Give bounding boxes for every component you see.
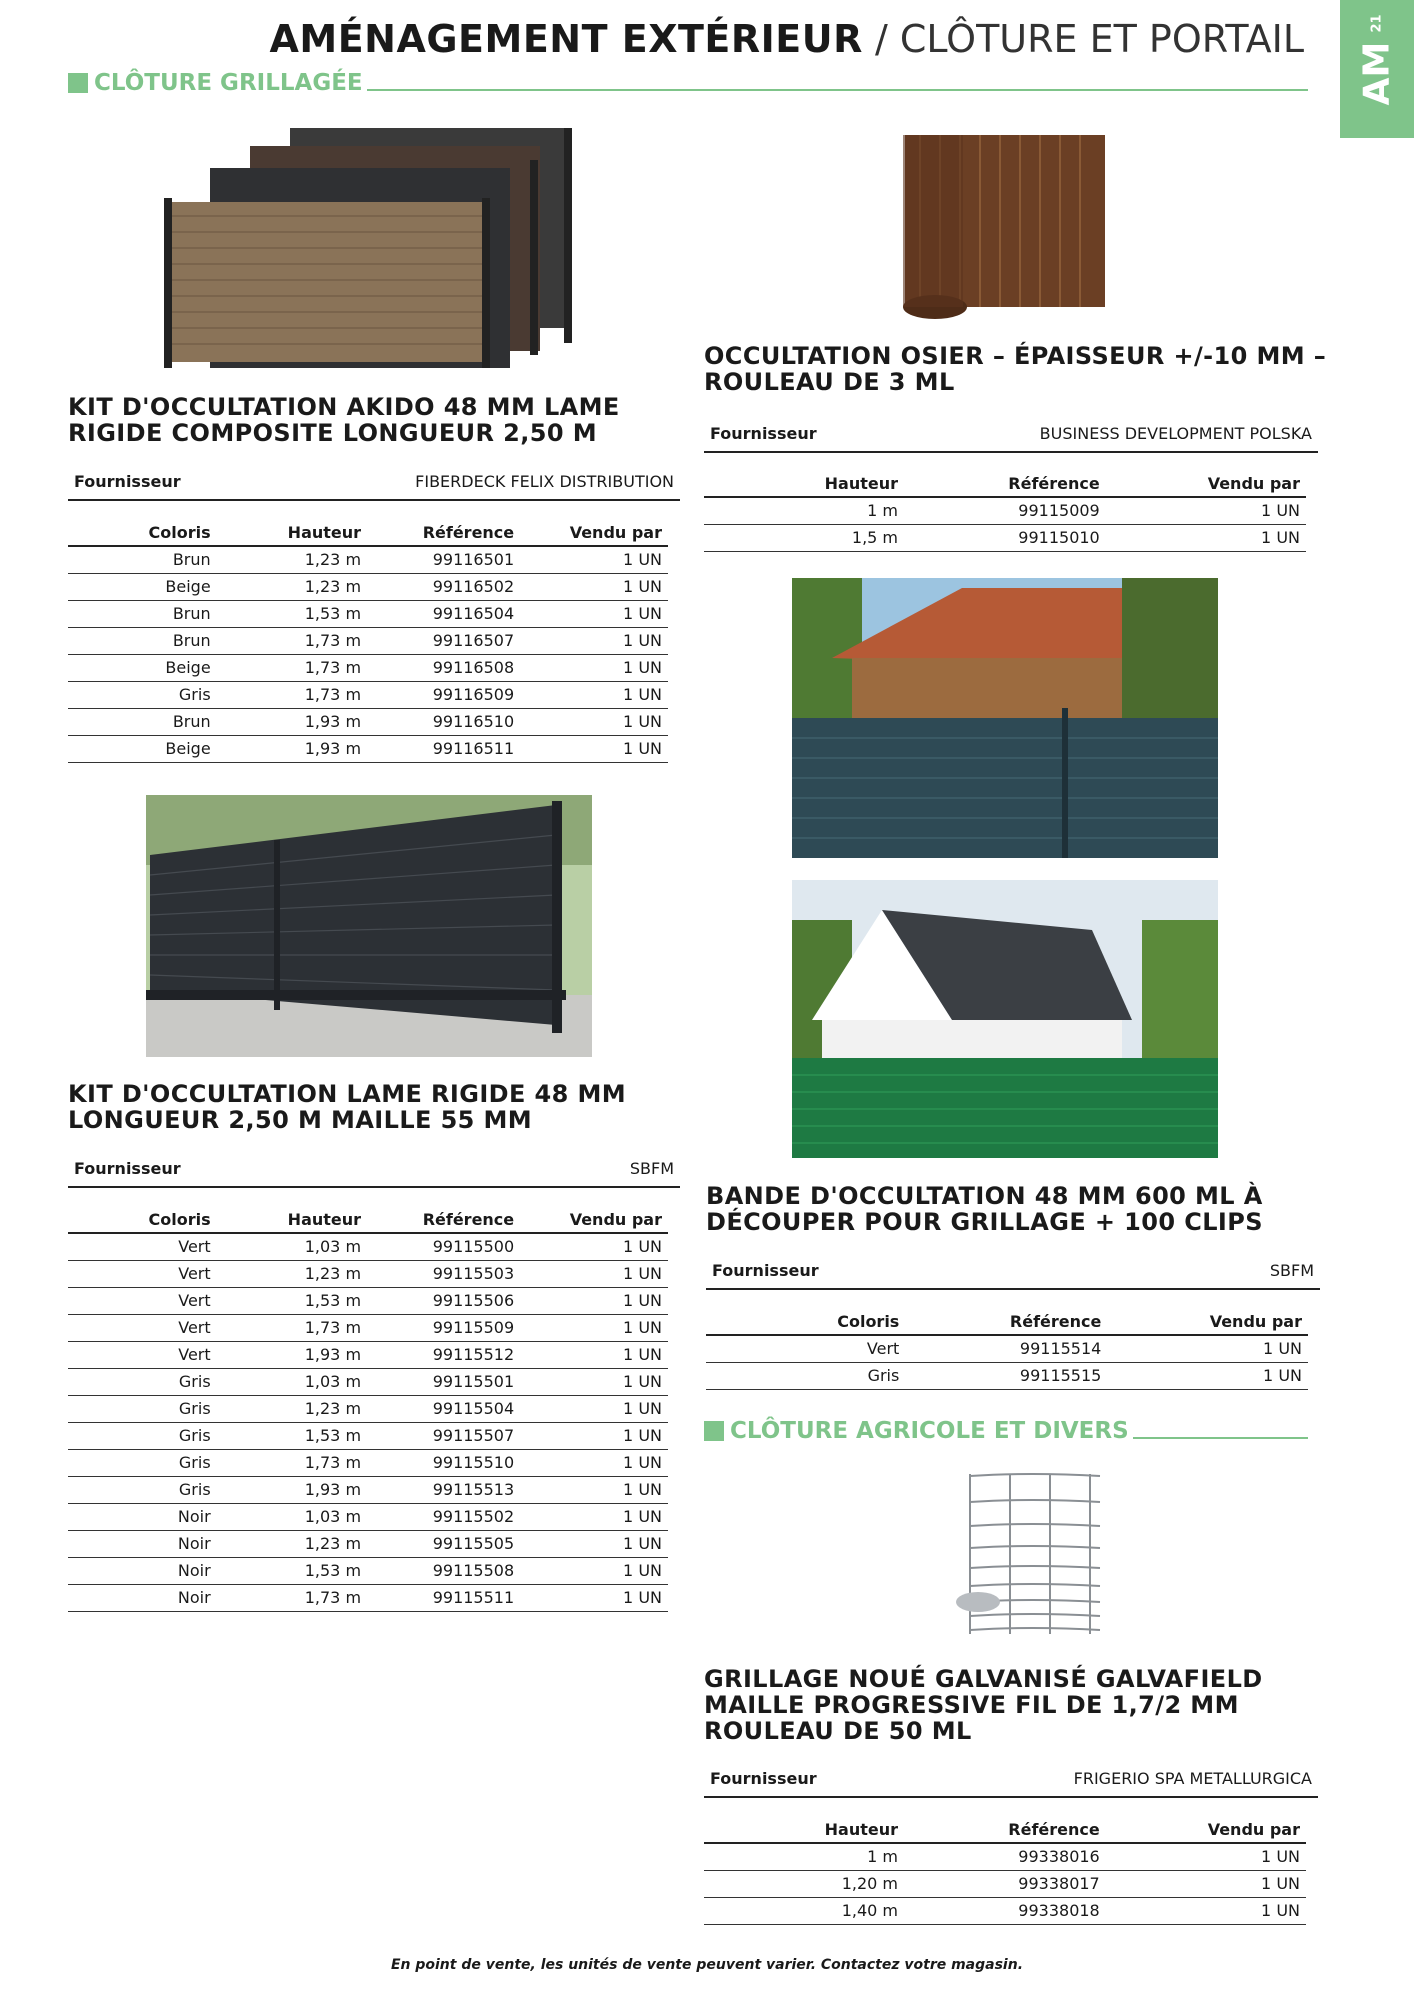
cell-ref: 99115009 xyxy=(904,497,1106,525)
supplier-row-grillage xyxy=(704,1769,1318,1798)
section-square-icon xyxy=(704,1421,724,1441)
col-header-vendu: Vendu par xyxy=(1106,1815,1306,1843)
wire-mesh-image xyxy=(950,1466,1110,1642)
lame-table xyxy=(68,1205,668,1612)
akido-table-body xyxy=(68,546,668,763)
cell-vendu: 1 UN xyxy=(520,655,668,682)
cell-ref: 99115010 xyxy=(904,525,1106,552)
cell-coloris: Vert xyxy=(68,1342,217,1369)
col-header-vendu: Vendu par xyxy=(520,1205,668,1233)
cell-hauteur: 1 m xyxy=(704,1843,904,1871)
col-header-vendu: Vendu par xyxy=(1107,1307,1308,1335)
table-row xyxy=(68,1450,668,1477)
cell-coloris: Gris xyxy=(68,1423,217,1450)
product-title-osier xyxy=(704,343,1326,395)
supplier-row-bande xyxy=(706,1261,1320,1290)
cell-hauteur: 1,73 m xyxy=(217,655,367,682)
table-row xyxy=(68,709,668,736)
cell-coloris: Beige xyxy=(68,736,217,763)
table-row xyxy=(68,601,668,628)
section-divider xyxy=(1133,1437,1308,1439)
section-tab xyxy=(1340,0,1414,138)
house-green-fence-image xyxy=(792,880,1218,1158)
cell-vendu: 1 UN xyxy=(520,1450,668,1477)
cell-vendu: 1 UN xyxy=(520,1369,668,1396)
col-header-vendu: Vendu par xyxy=(520,518,668,546)
cell-hauteur: 1,93 m xyxy=(217,1477,367,1504)
table-row xyxy=(704,1898,1306,1925)
cell-vendu: 1 UN xyxy=(520,1342,668,1369)
product-title-line: OCCULTATION OSIER – ÉPAISSEUR +/-10 MM – xyxy=(704,342,1327,370)
supplier-row-akido xyxy=(68,472,680,501)
table-row xyxy=(68,1585,668,1612)
cell-hauteur: 1,03 m xyxy=(217,1233,367,1261)
cell-vendu: 1 UN xyxy=(520,1423,668,1450)
product-title-line: BANDE D'OCCULTATION 48 MM 600 ML À xyxy=(706,1182,1263,1210)
cell-ref: 99338017 xyxy=(904,1871,1106,1898)
cell-hauteur: 1,23 m xyxy=(217,574,367,601)
cell-hauteur: 1,23 m xyxy=(217,1396,367,1423)
cell-coloris: Vert xyxy=(706,1335,905,1363)
col-header-hauteur: Hauteur xyxy=(217,518,367,546)
col-header-reference: Référence xyxy=(905,1307,1107,1335)
cell-hauteur: 1,5 m xyxy=(704,525,904,552)
supplier-label: Fournisseur xyxy=(712,1261,819,1280)
cell-ref: 99115512 xyxy=(367,1342,520,1369)
cell-hauteur: 1,73 m xyxy=(217,1450,367,1477)
section-heading-agricole xyxy=(704,1418,1308,1444)
supplier-value: FIBERDECK FELIX DISTRIBUTION xyxy=(415,472,674,491)
table-row xyxy=(706,1335,1308,1363)
cell-vendu: 1 UN xyxy=(1107,1363,1308,1390)
product-title-line: KIT D'OCCULTATION AKIDO 48 MM LAME xyxy=(68,393,620,421)
bande-table xyxy=(706,1307,1308,1390)
cell-vendu: 1 UN xyxy=(520,709,668,736)
cell-coloris: Brun xyxy=(68,546,217,574)
cell-hauteur: 1,20 m xyxy=(704,1871,904,1898)
cell-ref: 99115507 xyxy=(367,1423,520,1450)
col-header-reference: Référence xyxy=(367,1205,520,1233)
cell-ref: 99115502 xyxy=(367,1504,520,1531)
table-row xyxy=(68,736,668,763)
cell-vendu: 1 UN xyxy=(520,1585,668,1612)
product-title-line: MAILLE PROGRESSIVE FIL DE 1,7/2 MM xyxy=(704,1691,1239,1719)
table-row xyxy=(68,1315,668,1342)
product-title-lame xyxy=(68,1081,626,1133)
cell-coloris: Gris xyxy=(68,1396,217,1423)
page-title-sub: / CLÔTURE ET PORTAIL xyxy=(862,17,1304,61)
grillage-table-body xyxy=(704,1843,1306,1925)
cell-coloris: Vert xyxy=(68,1261,217,1288)
cell-coloris: Brun xyxy=(68,628,217,655)
cell-vendu: 1 UN xyxy=(520,682,668,709)
col-header-coloris: Coloris xyxy=(706,1307,905,1335)
cell-ref: 99115503 xyxy=(367,1261,520,1288)
cell-hauteur: 1,53 m xyxy=(217,1558,367,1585)
cell-ref: 99116508 xyxy=(367,655,520,682)
supplier-value: FRIGERIO SPA METALLURGICA xyxy=(1073,1769,1312,1788)
table-row xyxy=(68,574,668,601)
cell-vendu: 1 UN xyxy=(520,546,668,574)
cell-ref: 99338016 xyxy=(904,1843,1106,1871)
cell-vendu: 1 UN xyxy=(520,1315,668,1342)
section-code: AM xyxy=(1356,41,1398,106)
product-title-akido xyxy=(68,394,620,446)
col-header-reference: Référence xyxy=(904,1815,1106,1843)
col-header-reference: Référence xyxy=(904,469,1106,497)
cell-coloris: Gris xyxy=(68,682,217,709)
cell-hauteur: 1,73 m xyxy=(217,1585,367,1612)
table-row xyxy=(68,1396,668,1423)
cell-ref: 99115511 xyxy=(367,1585,520,1612)
footer-note: En point de vente, les unités de vente peuvent varier. Contactez votre magasin. xyxy=(390,1957,1024,1973)
cell-hauteur: 1,23 m xyxy=(217,546,367,574)
cell-hauteur: 1,53 m xyxy=(217,1423,367,1450)
grillage-table xyxy=(704,1815,1306,1925)
supplier-label: Fournisseur xyxy=(74,472,181,491)
cell-coloris: Vert xyxy=(68,1288,217,1315)
supplier-value: SBFM xyxy=(1269,1261,1314,1280)
cell-hauteur: 1,73 m xyxy=(217,1315,367,1342)
cell-hauteur: 1,93 m xyxy=(217,709,367,736)
cell-hauteur: 1,73 m xyxy=(217,682,367,709)
cell-vendu: 1 UN xyxy=(1106,497,1306,525)
cell-ref: 99115506 xyxy=(367,1288,520,1315)
cell-ref: 99115510 xyxy=(367,1450,520,1477)
cell-ref: 99115500 xyxy=(367,1233,520,1261)
cell-vendu: 1 UN xyxy=(520,1261,668,1288)
table-row xyxy=(68,1261,668,1288)
product-title-line: DÉCOUPER POUR GRILLAGE + 100 CLIPS xyxy=(706,1208,1263,1236)
cell-vendu: 1 UN xyxy=(520,601,668,628)
akido-panels-image xyxy=(160,120,580,370)
table-row xyxy=(68,1504,668,1531)
cell-coloris: Gris xyxy=(68,1477,217,1504)
col-header-hauteur: Hauteur xyxy=(704,1815,904,1843)
cell-coloris: Gris xyxy=(68,1369,217,1396)
cell-hauteur: 1,03 m xyxy=(217,1369,367,1396)
cell-ref: 99115508 xyxy=(367,1558,520,1585)
cell-coloris: Noir xyxy=(68,1585,217,1612)
table-row xyxy=(68,682,668,709)
cell-vendu: 1 UN xyxy=(520,628,668,655)
product-title-line: GRILLAGE NOUÉ GALVANISÉ GALVAFIELD xyxy=(704,1665,1263,1693)
col-header-coloris: Coloris xyxy=(68,1205,217,1233)
table-row xyxy=(704,497,1306,525)
cell-hauteur: 1,40 m xyxy=(704,1898,904,1925)
cell-coloris: Brun xyxy=(68,709,217,736)
gate-photo-image xyxy=(146,795,592,1057)
page-title xyxy=(269,14,1304,64)
cell-vendu: 1 UN xyxy=(520,736,668,763)
section-heading-label: CLÔTURE GRILLAGÉE xyxy=(94,70,363,96)
cell-ref: 99116507 xyxy=(367,628,520,655)
cell-ref: 99115509 xyxy=(367,1315,520,1342)
cell-hauteur: 1 m xyxy=(704,497,904,525)
cell-hauteur: 1,53 m xyxy=(217,601,367,628)
cell-ref: 99116504 xyxy=(367,601,520,628)
supplier-row-osier xyxy=(704,424,1318,453)
product-title-line: ROULEAU DE 50 ML xyxy=(704,1717,972,1745)
col-header-hauteur: Hauteur xyxy=(217,1205,367,1233)
cell-vendu: 1 UN xyxy=(1106,1843,1306,1871)
table-row xyxy=(68,628,668,655)
page-number: 21 xyxy=(1369,14,1385,33)
section-divider xyxy=(367,89,1308,91)
cell-ref: 99115513 xyxy=(367,1477,520,1504)
lame-table-body xyxy=(68,1233,668,1612)
cell-ref: 99115504 xyxy=(367,1396,520,1423)
table-row xyxy=(68,1531,668,1558)
col-header-hauteur: Hauteur xyxy=(704,469,904,497)
col-header-reference: Référence xyxy=(367,518,520,546)
table-row xyxy=(68,1288,668,1315)
cell-vendu: 1 UN xyxy=(1107,1335,1308,1363)
osier-table xyxy=(704,469,1306,552)
cell-coloris: Brun xyxy=(68,601,217,628)
section-square-icon xyxy=(68,73,88,93)
product-title-line: RIGIDE COMPOSITE LONGUEUR 2,50 M xyxy=(68,419,598,447)
cell-ref: 99116511 xyxy=(367,736,520,763)
table-row xyxy=(68,1477,668,1504)
supplier-value: BUSINESS DEVELOPMENT POLSKA xyxy=(1039,424,1312,443)
cell-vendu: 1 UN xyxy=(1106,1898,1306,1925)
cell-vendu: 1 UN xyxy=(520,1504,668,1531)
section-heading-label: CLÔTURE AGRICOLE ET DIVERS xyxy=(730,1418,1129,1444)
cell-vendu: 1 UN xyxy=(520,1558,668,1585)
cell-hauteur: 1,93 m xyxy=(217,1342,367,1369)
product-title-bande xyxy=(706,1183,1263,1235)
cell-coloris: Vert xyxy=(68,1315,217,1342)
product-title-line: ROULEAU DE 3 ML xyxy=(704,368,955,396)
cell-vendu: 1 UN xyxy=(1106,1871,1306,1898)
product-title-line: KIT D'OCCULTATION LAME RIGIDE 48 MM xyxy=(68,1080,627,1108)
table-row xyxy=(68,1369,668,1396)
cell-coloris: Noir xyxy=(68,1531,217,1558)
page-title-main: AMÉNAGEMENT EXTÉRIEUR xyxy=(269,17,863,61)
table-row xyxy=(68,1233,668,1261)
supplier-value: SBFM xyxy=(629,1159,674,1178)
product-title-line: LONGUEUR 2,50 M MAILLE 55 MM xyxy=(68,1106,533,1134)
supplier-label: Fournisseur xyxy=(710,424,817,443)
supplier-label: Fournisseur xyxy=(710,1769,817,1788)
cell-hauteur: 1,23 m xyxy=(217,1531,367,1558)
cell-vendu: 1 UN xyxy=(1106,525,1306,552)
table-row xyxy=(68,1342,668,1369)
akido-table xyxy=(68,518,668,763)
osier-roll-image xyxy=(895,125,1115,320)
cell-coloris: Noir xyxy=(68,1558,217,1585)
col-header-vendu: Vendu par xyxy=(1106,469,1306,497)
supplier-label: Fournisseur xyxy=(74,1159,181,1178)
cell-vendu: 1 UN xyxy=(520,1233,668,1261)
cell-ref: 99116509 xyxy=(367,682,520,709)
table-row xyxy=(68,1558,668,1585)
osier-table-body xyxy=(704,497,1306,552)
cell-ref: 99115505 xyxy=(367,1531,520,1558)
cell-hauteur: 1,03 m xyxy=(217,1504,367,1531)
cell-ref: 99115501 xyxy=(367,1369,520,1396)
cell-hauteur: 1,93 m xyxy=(217,736,367,763)
table-row xyxy=(704,1871,1306,1898)
cell-ref: 99116510 xyxy=(367,709,520,736)
table-row xyxy=(68,546,668,574)
supplier-row-lame xyxy=(68,1159,680,1188)
cell-vendu: 1 UN xyxy=(520,1531,668,1558)
cell-ref: 99116501 xyxy=(367,546,520,574)
cell-coloris: Beige xyxy=(68,655,217,682)
cell-coloris: Gris xyxy=(706,1363,905,1390)
house-dark-fence-image xyxy=(792,578,1218,858)
table-row xyxy=(68,655,668,682)
cell-ref: 99115514 xyxy=(905,1335,1107,1363)
cell-ref: 99115515 xyxy=(905,1363,1107,1390)
cell-hauteur: 1,73 m xyxy=(217,628,367,655)
bande-table-body xyxy=(706,1335,1308,1390)
cell-coloris: Beige xyxy=(68,574,217,601)
cell-ref: 99338018 xyxy=(904,1898,1106,1925)
cell-hauteur: 1,53 m xyxy=(217,1288,367,1315)
cell-hauteur: 1,23 m xyxy=(217,1261,367,1288)
cell-ref: 99116502 xyxy=(367,574,520,601)
cell-vendu: 1 UN xyxy=(520,1396,668,1423)
section-heading-grillagee xyxy=(68,70,1308,96)
col-header-coloris: Coloris xyxy=(68,518,217,546)
table-row xyxy=(68,1423,668,1450)
cell-coloris: Gris xyxy=(68,1450,217,1477)
cell-vendu: 1 UN xyxy=(520,574,668,601)
cell-vendu: 1 UN xyxy=(520,1288,668,1315)
cell-coloris: Noir xyxy=(68,1504,217,1531)
product-title-grillage xyxy=(704,1666,1263,1744)
table-row xyxy=(706,1363,1308,1390)
table-row xyxy=(704,525,1306,552)
table-row xyxy=(704,1843,1306,1871)
cell-vendu: 1 UN xyxy=(520,1477,668,1504)
cell-coloris: Vert xyxy=(68,1233,217,1261)
